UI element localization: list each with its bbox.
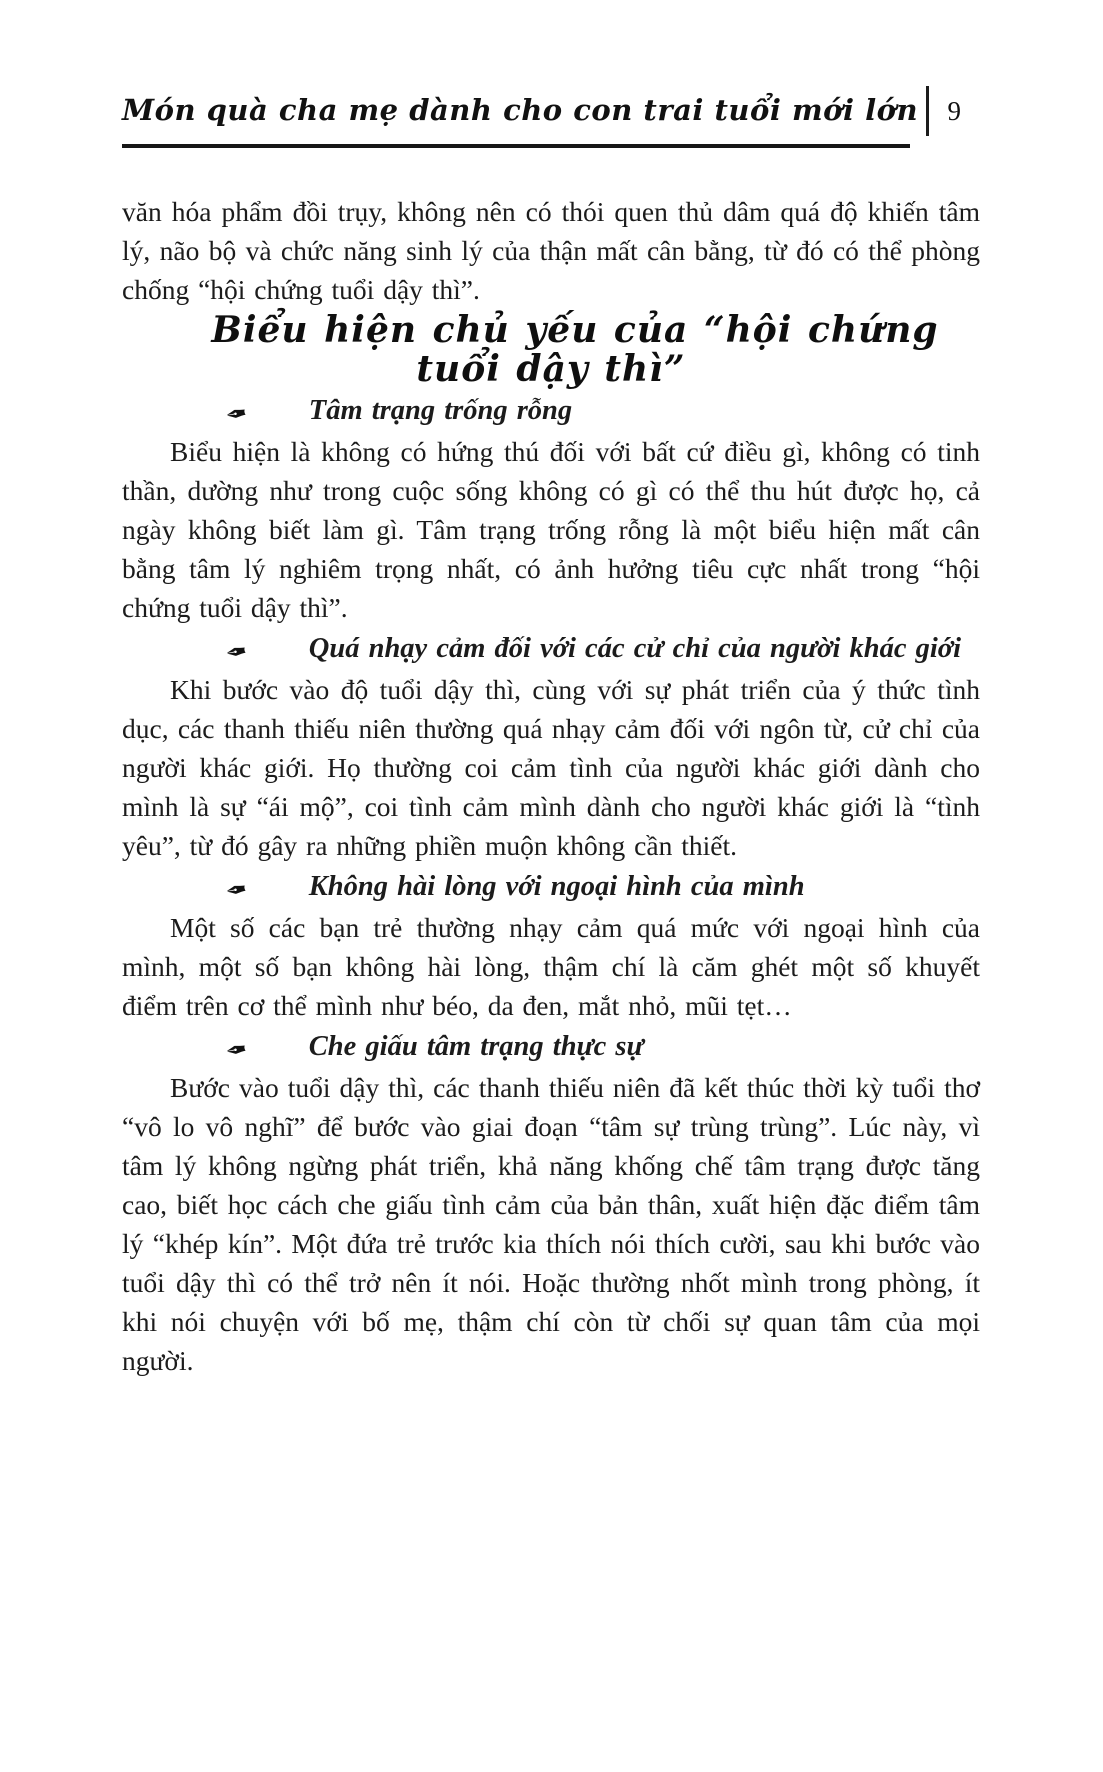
section-paragraph: Biểu hiện là không có hứng thú đối với bất cứ điều gì, không có tinh thần, dường như trong cuộc sống không có gì có thể thu hút được họ, cả ngày không biết làm gì. Tâm trạng trống rỗng là một biểu hiện mất cân bằng tâm lý nghiêm trọng nhất, có ảnh hưởng tiêu cực nhất trong “hội chứng tuổi dậy thì”. <box>122 436 980 623</box>
page-body <box>122 192 980 1380</box>
pen-nib-ornament-icon: ✒ <box>223 874 250 907</box>
pen-nib-ornament-icon: ✒ <box>223 398 250 431</box>
section-paragraph: Khi bước vào độ tuổi dậy thì, cùng với sự phát triển của ý thức tình dục, các thanh thiếu niên thường quá nhạy cảm đối với ngôn từ, cử chỉ của người khác giới. Họ thường coi cảm tình của người khác giới dành cho mình là sự “ái mộ”, coi tình cảm mình dành cho người khác giới là “tình yêu”, từ đó gây ra những phiền muộn không cần thiết. <box>122 674 980 861</box>
sub-heading-label: Che giấu tâm trạng thực sự <box>308 1031 644 1062</box>
section-paragraph: Một số các bạn trẻ thường nhạy cảm quá mức với ngoại hình của mình, một số bạn không hài lòng, thậm chí là căm ghét một số khuyết điểm trên cơ thể mình như béo, da đen, mắt nhỏ, mũi tẹt… <box>122 912 980 1021</box>
sub-heading <box>122 391 980 430</box>
sub-heading-label: Tâm trạng trống rỗng <box>308 395 573 426</box>
page-header <box>122 86 980 136</box>
pen-nib-ornament-icon: ✒ <box>223 1034 250 1067</box>
section-title: Biểu hiện chủ yếu của “hội chứng tuổi dậy thì” <box>211 309 939 390</box>
header-rule <box>122 144 910 148</box>
sub-heading-label: Quá nhạy cảm đối với các cử chỉ của người khác giới <box>308 633 962 664</box>
running-head-title: Món quà cha mẹ dành cho con trai tuổi mới lớn <box>122 93 919 127</box>
sub-heading <box>122 1027 980 1066</box>
sub-heading <box>122 629 980 668</box>
page-number: 9 <box>947 95 961 126</box>
pen-nib-ornament-icon: ✒ <box>223 636 250 669</box>
sub-heading-label: Không hài lòng với ngoại hình của mình <box>308 871 805 902</box>
section-paragraph: Bước vào tuổi dậy thì, các thanh thiếu niên đã kết thúc thời kỳ tuổi thơ “vô lo vô nghĩ” để bước vào giai đoạn “tâm sự trùng trùng”. Lúc này, vì tâm lý không ngừng phát triển, khả năng khống chế tâm trạng được tăng cao, biết học cách che giấu tình cảm của bản thân, xuất hiện đặc điểm tâm lý “khép kín”. Một đứa trẻ trước kia thích nói thích cười, sau khi bước vào tuổi dậy thì có thể trở nên ít nói. Hoặc thường nhốt mình trong phòng, ít khi nói chuyện với bố mẹ, thậm chí còn từ chối sự quan tâm của mọi người. <box>122 1072 980 1376</box>
intro-paragraph: văn hóa phẩm đồi trụy, không nên có thói quen thủ dâm quá độ khiến tâm lý, não bộ và chức năng sinh lý của thận mất cân bằng, từ đó có thể phòng chống “hội chứng tuổi dậy thì”. <box>122 196 980 305</box>
sub-heading <box>122 867 980 906</box>
